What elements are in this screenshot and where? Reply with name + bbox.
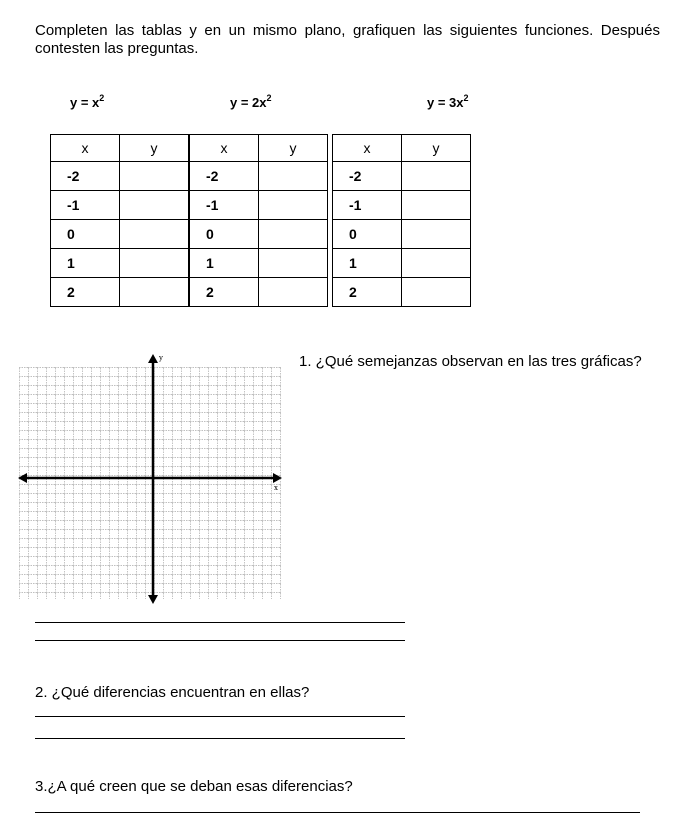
table-x-cell: 1 <box>51 249 120 278</box>
value-table-2 <box>189 134 328 307</box>
table-y-cell[interactable] <box>120 220 189 249</box>
answer-line[interactable] <box>35 738 405 739</box>
table-y-cell[interactable] <box>402 278 471 307</box>
table-header-y: y <box>259 135 328 162</box>
y-axis-label: y <box>159 354 163 362</box>
function-heading-3: $y = 3x^2$ <box>427 93 469 110</box>
grid-pattern <box>19 367 281 599</box>
table-x-cell: -2 <box>333 162 402 191</box>
table-x-cell: 2 <box>190 278 259 307</box>
table-x-cell: 2 <box>333 278 402 307</box>
answer-line[interactable] <box>35 812 640 813</box>
y-axis-arrow-down <box>148 595 158 604</box>
value-table-3 <box>332 134 471 307</box>
function-heading-2: $y = 2x^2$ <box>230 93 272 110</box>
table-y-cell[interactable] <box>259 220 328 249</box>
value-table-1 <box>50 134 189 307</box>
table-x-cell: -2 <box>190 162 259 191</box>
table-x-cell: 1 <box>190 249 259 278</box>
answer-line[interactable] <box>35 622 405 623</box>
table-y-cell[interactable] <box>402 162 471 191</box>
table-y-cell[interactable] <box>402 220 471 249</box>
coordinate-grid[interactable] <box>18 352 282 606</box>
table-header-y: y <box>402 135 471 162</box>
table-x-cell: 2 <box>51 278 120 307</box>
question-2: 2. ¿Qué diferencias encuentran en ellas? <box>35 684 310 701</box>
question-3: 3.¿A qué creen que se deban esas diferencias? <box>35 778 353 795</box>
table-y-cell[interactable] <box>259 191 328 220</box>
answer-line[interactable] <box>35 640 405 641</box>
table-y-cell[interactable] <box>120 191 189 220</box>
table-y-cell[interactable] <box>259 278 328 307</box>
table-x-cell: 1 <box>333 249 402 278</box>
table-y-cell[interactable] <box>120 278 189 307</box>
table-x-cell: 0 <box>190 220 259 249</box>
table-x-cell: -2 <box>51 162 120 191</box>
table-header-x: x <box>333 135 402 162</box>
table-x-cell: 0 <box>333 220 402 249</box>
x-axis-label: x <box>274 484 278 492</box>
table-x-cell: -1 <box>333 191 402 220</box>
table-header-x: x <box>190 135 259 162</box>
table-y-cell[interactable] <box>259 249 328 278</box>
table-x-cell: 0 <box>51 220 120 249</box>
table-y-cell[interactable] <box>120 249 189 278</box>
table-header-y: y <box>120 135 189 162</box>
y-axis-arrow-up <box>148 354 158 363</box>
table-y-cell[interactable] <box>120 162 189 191</box>
table-y-cell[interactable] <box>259 162 328 191</box>
table-header-x: x <box>51 135 120 162</box>
question-1: 1. ¿Qué semejanzas observan en las tres gráficas? <box>299 353 642 370</box>
function-heading-1: $y = x^2$ <box>70 93 105 110</box>
table-x-cell: -1 <box>190 191 259 220</box>
table-y-cell[interactable] <box>402 191 471 220</box>
table-y-cell[interactable] <box>402 249 471 278</box>
instructions: Completen las tablas y en un mismo plano, grafiquen las siguientes funciones. Después contesten las preguntas. <box>35 22 660 57</box>
answer-line[interactable] <box>35 716 405 717</box>
table-x-cell: -1 <box>51 191 120 220</box>
